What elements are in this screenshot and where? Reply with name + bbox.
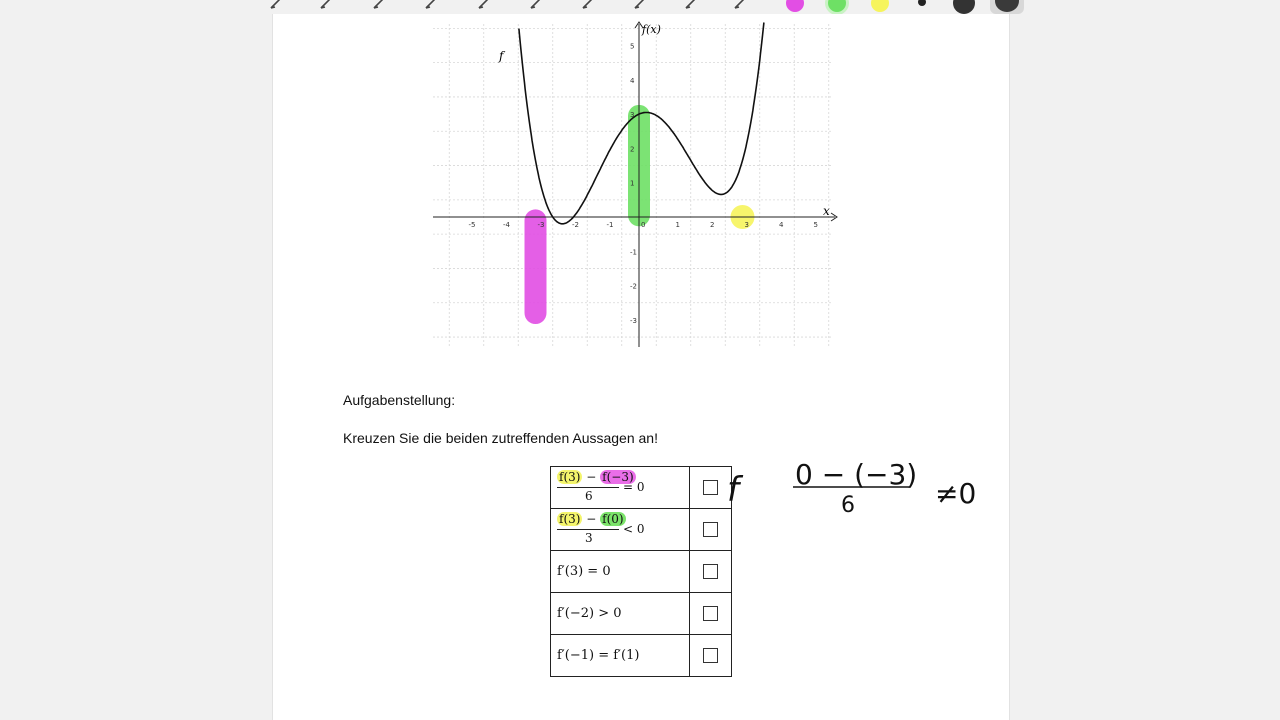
x-tick-label: 4 (779, 221, 784, 229)
x-tick-label: -4 (503, 221, 510, 229)
camera-tool-icon[interactable] (631, 0, 653, 12)
minus-sign: − (582, 512, 601, 526)
link-tool-icon[interactable] (731, 0, 753, 12)
highlight-green: f(0) (602, 512, 624, 526)
handwritten-numerator: 0 − (−3) (795, 458, 918, 491)
statement-text: f′(−1) = f′(1) (557, 648, 640, 663)
statement-text: f′(3) = 0 (557, 564, 611, 579)
pen-tool-icon[interactable] (317, 0, 339, 12)
minus-sign: − (582, 470, 601, 484)
handwritten-result: ≠0 (935, 477, 977, 510)
relation: = 0 (623, 480, 645, 494)
fraction-denominator: 6 (585, 489, 593, 503)
x-tick-label: 1 (675, 221, 680, 229)
statement-text: f′(−2) > 0 (557, 606, 622, 621)
toolbar (0, 0, 1280, 14)
handwritten-f: f (727, 470, 739, 510)
function-label: f (499, 49, 504, 63)
task-instruction: Kreuzen Sie die beiden zutreffenden Aussagen an! (343, 430, 658, 446)
y-axis-label: f(x) (642, 23, 661, 36)
task-heading: Aufgabenstellung: (343, 392, 456, 408)
x-axis-label: x (823, 204, 830, 218)
x-tick-label: -5 (468, 221, 476, 229)
y-tick-label: 1 (630, 179, 635, 188)
y-tick-label: 3 (630, 111, 635, 120)
lasso-tool-icon[interactable] (267, 0, 289, 12)
handwritten-denominator: 6 (841, 493, 855, 518)
color-swatch-yellow[interactable] (871, 0, 889, 12)
highlight-yellow: f(3) (559, 512, 581, 526)
highlight-magenta: f(−3) (602, 470, 634, 484)
fraction-denominator: 3 (585, 531, 593, 545)
text-tool-icon[interactable] (682, 0, 704, 12)
y-tick-label: 2 (630, 145, 635, 154)
eraser-tool-icon[interactable] (370, 0, 392, 12)
highlighter-tool-icon[interactable] (422, 0, 444, 12)
color-swatch-green[interactable] (828, 0, 846, 12)
x-tick-label: -3 (537, 221, 545, 229)
x-tick-label: 5 (813, 221, 818, 229)
shapes-tool-icon[interactable] (475, 0, 497, 12)
document-page (272, 14, 1010, 720)
x-tick-label: -2 (572, 221, 579, 229)
y-tick-label: -3 (630, 316, 637, 325)
pen-size-large[interactable] (990, 0, 1024, 14)
image-tool-icon[interactable] (579, 0, 601, 12)
y-tick-label: -2 (630, 282, 637, 291)
pen-size-medium[interactable] (953, 0, 975, 14)
relation: < 0 (623, 522, 645, 536)
x-tick-label: -1 (606, 221, 614, 229)
handwritten-annotation (273, 14, 1009, 720)
y-tick-label: -1 (630, 248, 637, 257)
x-tick-label: 3 (744, 221, 749, 229)
color-swatch-magenta[interactable] (786, 0, 804, 12)
x-tick-label: 0 (641, 221, 646, 229)
highlight-yellow: f(3) (559, 470, 581, 484)
x-tick-label: 2 (710, 221, 715, 229)
lasso-select-icon[interactable] (527, 0, 549, 12)
y-tick-label: 4 (630, 76, 635, 85)
pen-size-small[interactable] (918, 0, 926, 6)
y-tick-label: 5 (630, 42, 635, 51)
